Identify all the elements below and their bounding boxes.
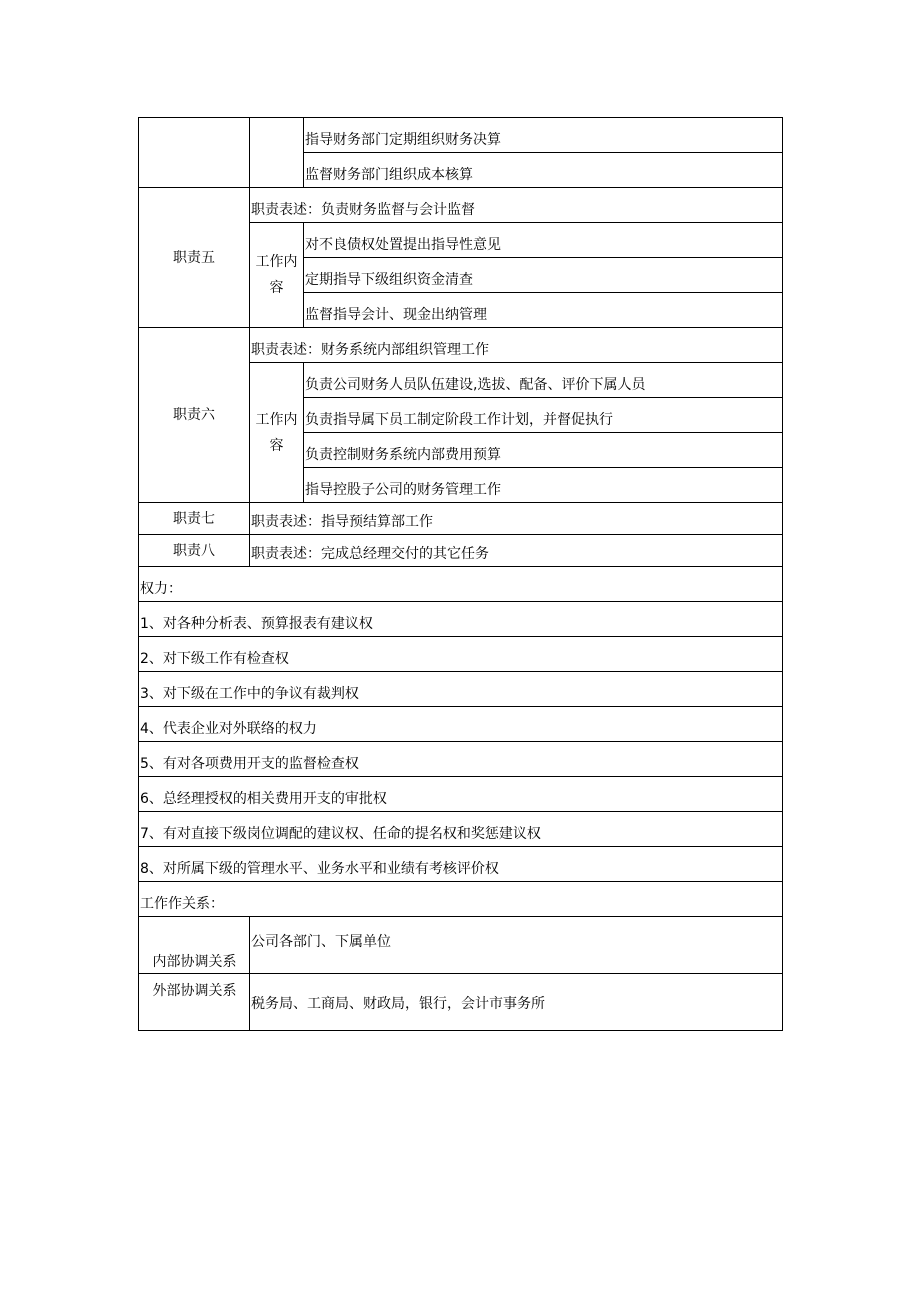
- work-content-label: [250, 363, 304, 503]
- power-item: 6、总经理授权的相关费用开支的审批权: [139, 777, 783, 812]
- work-item: 监督指导会计、现金出纳管理: [304, 293, 783, 328]
- table-row: [139, 917, 783, 974]
- table-row: [139, 882, 783, 917]
- work-item: 指导控股子公司的财务管理工作: [304, 468, 783, 503]
- duty-statement: 职责表述：完成总经理交付的其它任务: [250, 535, 783, 567]
- work-item: 负责控制财务系统内部费用预算: [304, 433, 783, 468]
- duty-label: 职责七: [139, 503, 250, 535]
- table-row: [139, 777, 783, 812]
- duty-label-cell: [139, 118, 250, 188]
- work-item: 监督财务部门组织成本核算: [304, 153, 783, 188]
- job-description-document: [138, 117, 782, 1031]
- work-content-label: [250, 223, 304, 328]
- external-relation-value: 税务局、工商局、财政局，银行，会计市事务所: [250, 974, 783, 1031]
- table-row: [139, 672, 783, 707]
- work-item: 负责公司财务人员队伍建设,选拔、配备、评价下属人员: [304, 363, 783, 398]
- duty-label: 职责六: [139, 328, 250, 503]
- work-item: 负责指导属下员工制定阶段工作计划，并督促执行: [304, 398, 783, 433]
- table-row: [139, 847, 783, 882]
- duty-statement: 职责表述：财务系统内部组织管理工作: [250, 328, 783, 363]
- table-row: [139, 974, 783, 1031]
- power-item: 8、对所属下级的管理水平、业务水平和业绩有考核评价权: [139, 847, 783, 882]
- internal-relation-value: 公司各部门、下属单位: [250, 917, 783, 974]
- relations-heading: 工作作关系：: [139, 882, 783, 917]
- work-content-label-line1: 工作内: [255, 254, 298, 270]
- table-row: [139, 602, 783, 637]
- power-item: 3、对下级在工作中的争议有裁判权: [139, 672, 783, 707]
- power-item: 4、代表企业对外联络的权力: [139, 707, 783, 742]
- power-item: 2、对下级工作有检查权: [139, 637, 783, 672]
- table-row: [139, 118, 783, 153]
- table-row: [139, 812, 783, 847]
- work-content-label-line2: 容: [269, 437, 284, 454]
- work-content-label-line2: 容: [269, 280, 284, 296]
- table-row: [139, 503, 783, 535]
- duty-label: 职责五: [139, 188, 250, 328]
- work-content-label-cell: [250, 118, 304, 188]
- duty-statement: 职责表述：负责财务监督与会计监督: [250, 188, 783, 223]
- work-item: 指导财务部门定期组织财务决算: [304, 118, 783, 153]
- table-row: [139, 567, 783, 602]
- work-item: 定期指导下级组织资金清查: [304, 258, 783, 293]
- external-relation-label: 外部协调关系: [139, 974, 250, 1031]
- power-item: 1、对各种分析表、预算报表有建议权: [139, 602, 783, 637]
- power-item: 5、有对各项费用开支的监督检查权: [139, 742, 783, 777]
- work-item: 对不良债权处置提出指导性意见: [304, 223, 783, 258]
- table-row: [139, 328, 783, 363]
- table-row: [139, 637, 783, 672]
- table-row: [139, 188, 783, 223]
- power-item: 7、有对直接下级岗位调配的建议权、任命的提名权和奖惩建议权: [139, 812, 783, 847]
- table-row: [139, 535, 783, 567]
- work-content-label-line1: 工作内: [255, 411, 298, 428]
- duties-table: [138, 117, 783, 1031]
- table-row: [139, 742, 783, 777]
- internal-relation-label: 内部协调关系: [139, 917, 250, 974]
- duty-statement: 职责表述：指导预结算部工作: [250, 503, 783, 535]
- table-row: [139, 707, 783, 742]
- duty-label: 职责八: [139, 535, 250, 567]
- powers-heading: 权力：: [139, 567, 783, 602]
